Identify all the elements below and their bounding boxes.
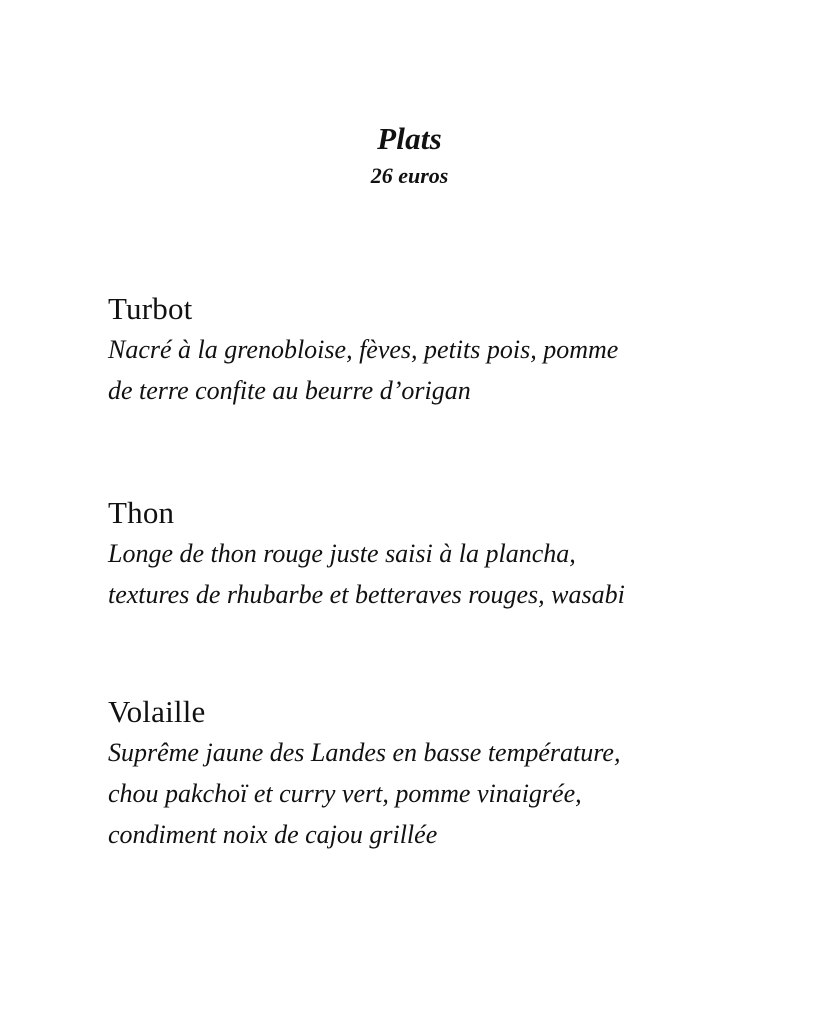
dish-volaille	[108, 692, 748, 855]
dish-thon	[108, 493, 748, 615]
dish-name: Thon	[108, 495, 175, 530]
dish-description-line: Suprême jaune des Landes en basse température,	[108, 738, 621, 767]
dish-description-line: chou pakchoï et curry vert, pomme vinaigrée,	[108, 779, 582, 808]
dish-turbot	[108, 289, 748, 411]
dish-description-line: Nacré à la grenobloise, fèves, petits pois, pomme	[108, 335, 619, 364]
dish-name: Volaille	[108, 694, 206, 729]
dish-name: Turbot	[108, 291, 193, 326]
menu-section-header	[0, 120, 819, 190]
dish-description-line: textures de rhubarbe et betteraves rouges, wasabi	[108, 580, 625, 609]
section-title: Plats	[377, 121, 442, 156]
dish-description-line: Longe de thon rouge juste saisi à la plancha,	[108, 539, 576, 568]
dish-description-line: condiment noix de cajou grillée	[108, 820, 438, 849]
dish-description-line: de terre confite au beurre d’origan	[108, 376, 471, 405]
section-price: 26 euros	[370, 163, 449, 188]
